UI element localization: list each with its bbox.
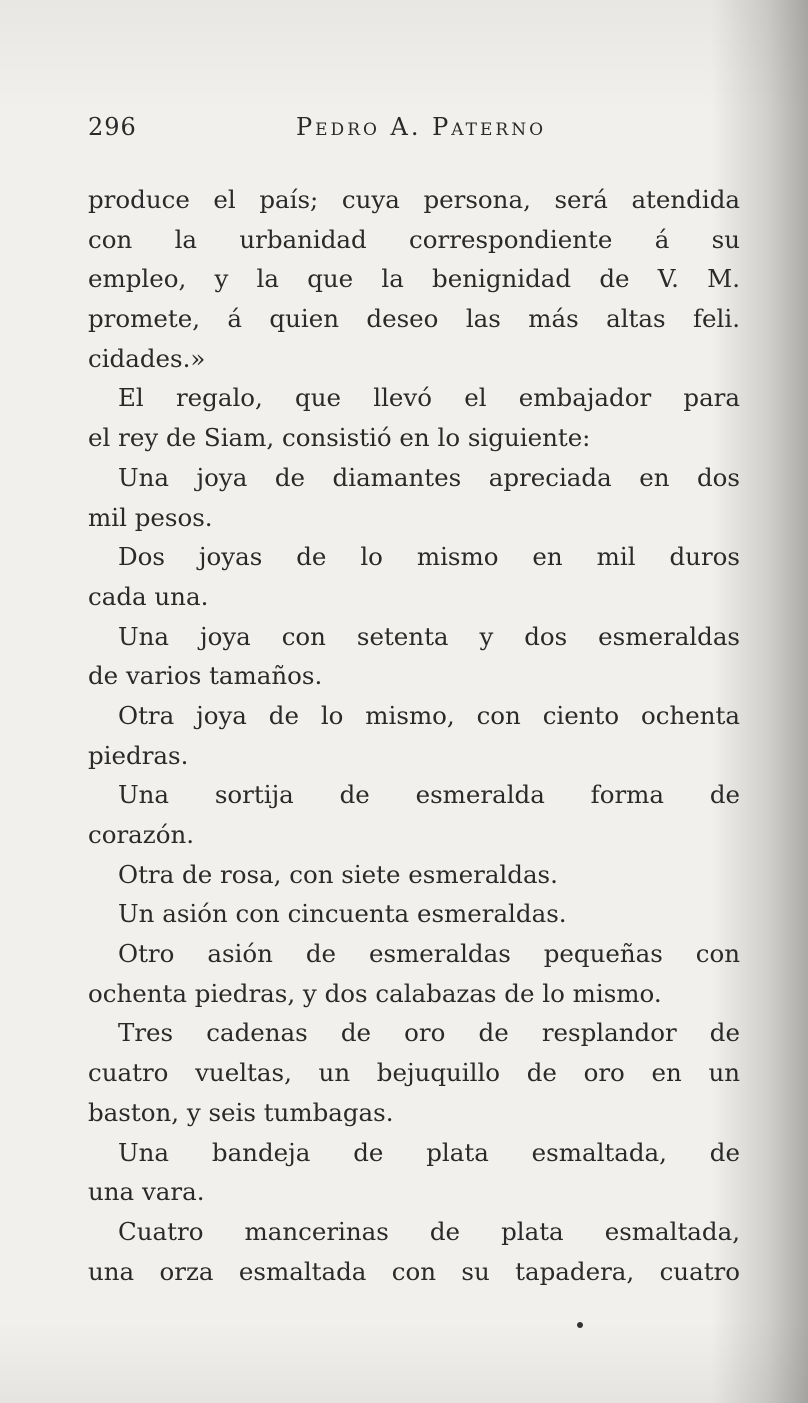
- text-line: Una sortija de esmeralda forma de: [118, 780, 740, 810]
- text-line: Otro asión de esmeraldas pequeñas con: [118, 939, 740, 969]
- text-line: de varios tamaños.: [88, 661, 323, 691]
- text-line: El regalo, que llevó el embajador para: [118, 383, 740, 413]
- text-line: Otra joya de lo mismo, con ciento ochenta: [118, 700, 740, 730]
- text-line: con la urbanidad correspondiente á su: [88, 224, 740, 254]
- text-line: piedras.: [88, 740, 189, 770]
- text-line: Una joya de diamantes apreciada en dos: [118, 462, 740, 492]
- text-line: promete, á quien deseo las más altas feli.: [88, 304, 740, 334]
- text-line: Un asión con cincuenta esmeraldas.: [118, 899, 567, 929]
- text-line: baston, y seis tumbagas.: [88, 1097, 394, 1127]
- text-line: cidades.»: [88, 343, 206, 373]
- text-line: produce el país; cuya persona, será atendida: [88, 185, 740, 214]
- text-line: una vara.: [88, 1177, 205, 1207]
- text-line: ochenta piedras, y dos calabazas de lo mismo.: [88, 978, 662, 1008]
- text-line: el rey de Siam, consistió en lo siguiente:: [88, 423, 591, 453]
- text-line: Otra de rosa, con siete esmeraldas.: [118, 859, 558, 889]
- page-header: [88, 113, 728, 153]
- page-number: 296: [88, 113, 137, 141]
- ink-speck: [577, 1322, 583, 1328]
- text-line: empleo, y la que la benignidad de V. M.: [88, 264, 740, 294]
- text-line: Tres cadenas de oro de resplandor de: [118, 1018, 740, 1048]
- running-title: Pedro A. Paterno: [296, 113, 546, 141]
- text-line: cuatro vueltas, un bejuquillo de oro en un: [88, 1058, 740, 1088]
- text-line: Dos joyas de lo mismo en mil duros: [118, 542, 740, 572]
- text-line: Una joya con setenta y dos esmeraldas: [118, 621, 740, 651]
- text-line: cada una.: [88, 581, 209, 611]
- body-text: [88, 180, 740, 1291]
- text-line: corazón.: [88, 820, 195, 849]
- text-line: Una bandeja de plata esmaltada, de: [118, 1137, 740, 1167]
- text-line: una orza esmaltada con su tapadera, cuatro: [88, 1256, 740, 1286]
- text-line: mil pesos.: [88, 502, 213, 532]
- text-line: Cuatro mancerinas de plata esmaltada,: [118, 1216, 740, 1246]
